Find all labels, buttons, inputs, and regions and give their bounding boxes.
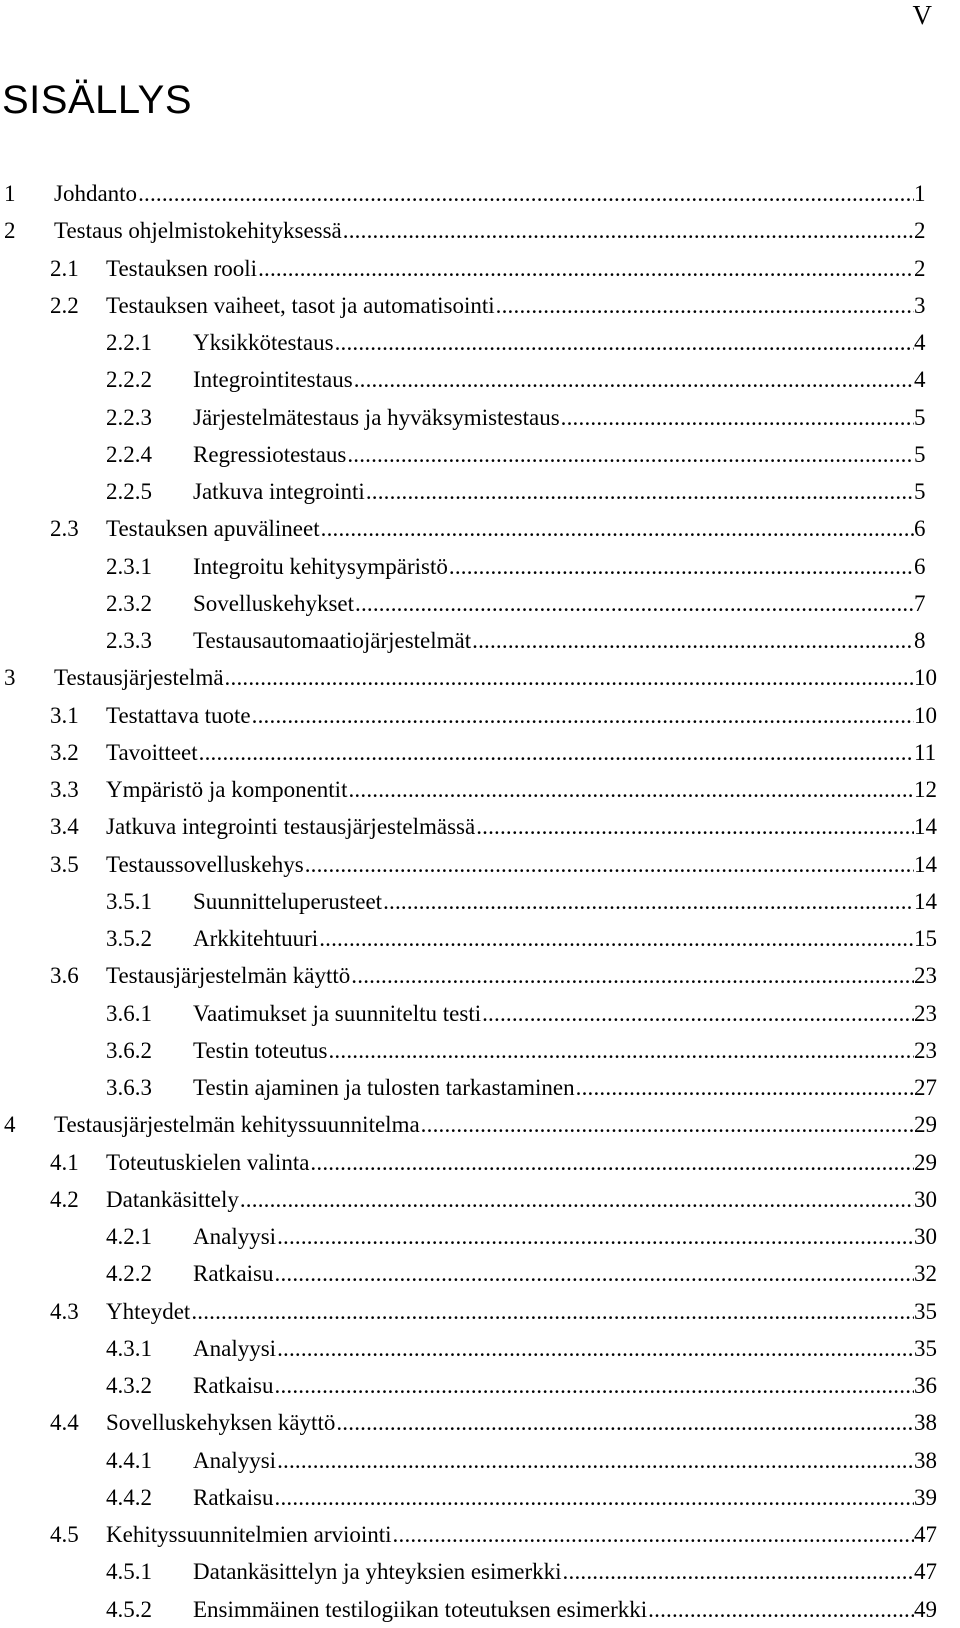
toc-entry-title[interactable]: Yhteydet [106, 1298, 191, 1324]
dot-leader [277, 1330, 914, 1367]
toc-entry-title[interactable]: Sovelluskehyksen käyttö [106, 1410, 336, 1436]
toc-entry[interactable] [0, 287, 960, 324]
toc-entry-page: 29 [914, 1149, 937, 1175]
toc-entry-number: 2.3.3 [106, 628, 152, 653]
toc-entry[interactable] [0, 361, 960, 398]
toc-entry[interactable] [0, 1069, 960, 1106]
toc-entry-page: 11 [914, 739, 937, 765]
toc-entry-number: 4.2.1 [106, 1224, 152, 1249]
toc-entry-title[interactable]: Ympäristö ja komponentit [106, 777, 348, 802]
toc-entry-title[interactable]: Vaatimukset ja suunniteltu testi [193, 1000, 482, 1026]
toc-entry-page: 14 [914, 851, 937, 877]
toc-entry-title[interactable]: Yksikkötestaus [193, 330, 334, 355]
toc-entry-title[interactable]: Testauksen rooli [106, 255, 258, 281]
page-title: SISÄLLYS [2, 78, 193, 122]
toc-entry-text [106, 1516, 914, 1553]
dot-leader [366, 473, 914, 510]
toc-entry-page: 47 [914, 1559, 937, 1585]
toc-entry-number: 3.5 [50, 851, 79, 877]
dot-leader [563, 1553, 914, 1590]
dot-leader [343, 212, 914, 249]
dot-leader [648, 1591, 914, 1628]
toc-entry[interactable] [0, 473, 960, 510]
dot-leader [393, 1516, 914, 1553]
toc-entry-text [106, 734, 914, 771]
dot-leader [305, 846, 914, 883]
dot-leader [351, 957, 914, 994]
toc-entry-number: 3.5.2 [106, 926, 152, 951]
toc-entry-page: 32 [914, 1261, 937, 1287]
toc-entry[interactable] [0, 920, 960, 957]
toc-entry[interactable] [0, 734, 960, 771]
toc-entry-text [193, 324, 914, 361]
toc-entry-number: 1 [4, 181, 16, 206]
toc-entry-text [193, 920, 914, 957]
toc-entry[interactable] [0, 1255, 960, 1292]
toc-entry-text [106, 1181, 914, 1218]
dot-leader [275, 1479, 915, 1516]
toc-entry[interactable] [0, 659, 960, 696]
toc-entry-title[interactable]: Testausjärjestelmän käyttö [106, 963, 351, 989]
toc-entry-page: 10 [914, 702, 937, 728]
toc-entry-title[interactable]: Testauksen apuvälineet [106, 516, 320, 542]
toc-entry-text [54, 659, 914, 696]
toc-entry-number: 3.3 [50, 777, 79, 802]
dot-leader [482, 995, 914, 1032]
toc-entry-number: 4.2.2 [106, 1261, 152, 1287]
toc-entry-text [193, 883, 914, 920]
toc-entry-number: 2.2.5 [106, 479, 152, 504]
toc-entry[interactable] [0, 1144, 960, 1181]
toc-entry-number: 4.4.2 [106, 1484, 152, 1510]
dot-leader [277, 1218, 914, 1255]
dot-leader [191, 1293, 914, 1330]
toc-entry[interactable] [0, 175, 960, 212]
dot-leader [310, 1144, 914, 1181]
toc-entry-number: 4.2 [50, 1186, 79, 1212]
dot-leader [355, 585, 914, 622]
toc-entry[interactable] [0, 399, 960, 436]
toc-entry-page: 10 [914, 665, 937, 691]
dot-leader [240, 1181, 914, 1218]
dot-leader [275, 1255, 915, 1292]
toc-entry-number: 4.4 [50, 1410, 79, 1436]
dot-leader [576, 1069, 914, 1106]
toc-entry-page: 5 [914, 404, 926, 430]
toc-entry-number: 4.1 [50, 1149, 79, 1175]
toc-entry-number: 3.6.1 [106, 1000, 152, 1026]
toc-entry-title[interactable]: Ensimmäinen testilogiikan toteutuksen esimerkki [193, 1596, 648, 1622]
dot-leader [472, 622, 914, 659]
toc-entry-text [193, 995, 914, 1032]
toc-entry-title[interactable]: Analyysi [193, 1224, 277, 1249]
toc-entry-page: 6 [914, 553, 926, 579]
toc-entry-number: 2 [4, 218, 16, 244]
toc-entry-title[interactable]: Testausjärjestelmä [54, 665, 224, 691]
toc-entry-page: 23 [914, 1000, 937, 1026]
toc-entry-page: 8 [914, 628, 926, 653]
toc-entry-page: 4 [914, 330, 926, 355]
toc-entry-title[interactable]: Toteutuskielen valinta [106, 1149, 310, 1175]
toc-entry-text [106, 1293, 914, 1330]
toc-entry-number: 3.6.2 [106, 1037, 152, 1063]
dot-leader [449, 548, 914, 585]
toc-entry-number: 2.3 [50, 516, 79, 542]
toc-entry-number: 2.2.2 [106, 367, 152, 393]
dot-leader [476, 808, 914, 845]
toc-entry-page: 49 [914, 1596, 937, 1622]
toc-entry-number: 4.5.1 [106, 1559, 152, 1585]
dot-leader [496, 287, 914, 324]
toc-entry[interactable] [0, 212, 960, 249]
toc-entry-number: 4 [4, 1112, 16, 1138]
toc-entry-title[interactable]: Testausautomaatiojärjestelmät [193, 628, 472, 653]
toc-entry-number: 2.1 [50, 255, 79, 281]
toc-entry-number: 3.2 [50, 739, 79, 765]
toc-entry-text [54, 1106, 914, 1143]
toc-entry-page: 38 [914, 1410, 937, 1436]
toc-entry-page: 3 [914, 292, 926, 318]
toc-entry-page: 47 [914, 1522, 937, 1547]
toc-entry-page: 15 [914, 926, 937, 951]
toc-entry-title[interactable]: Testausjärjestelmän kehityssuunnitelma [54, 1112, 420, 1138]
toc-entry[interactable] [0, 697, 960, 734]
toc-entry-title[interactable]: Testaussovelluskehys [106, 851, 304, 877]
toc-entry[interactable] [0, 1591, 960, 1628]
toc-entry-text [193, 399, 914, 436]
toc-entry-number: 2.2.3 [106, 404, 152, 430]
toc-entry-title[interactable]: Tavoitteet [106, 739, 198, 765]
toc-entry-page: 30 [914, 1186, 937, 1212]
toc-entry-page: 2 [914, 218, 926, 244]
toc-entry-title[interactable]: Ratkaisu [193, 1261, 274, 1287]
toc-entry-page: 30 [914, 1224, 937, 1249]
toc-entry-number: 2.2 [50, 292, 79, 318]
toc-entry-number: 3.6 [50, 963, 79, 989]
toc-entry-text [193, 1479, 914, 1516]
toc-entry-number: 2.2.4 [106, 441, 152, 467]
toc-entry[interactable] [0, 622, 960, 659]
toc-entry-number: 3 [4, 665, 16, 691]
toc-entry[interactable] [0, 510, 960, 547]
toc-entry-text [193, 1218, 914, 1255]
toc-entry-text [106, 510, 914, 547]
toc-entry-title[interactable]: Testin ajaminen ja tulosten tarkastaminen [193, 1075, 575, 1100]
toc-entry-page: 38 [914, 1447, 937, 1473]
toc-entry-title[interactable]: Regressiotestaus [193, 441, 347, 467]
toc-entry-number: 4.3 [50, 1298, 79, 1324]
toc-entry-text [106, 808, 914, 845]
toc-entry-title[interactable]: Testin toteutus [193, 1037, 328, 1063]
toc-entry-page: 2 [914, 255, 926, 281]
toc-entry-text [54, 175, 914, 212]
toc-entry-title[interactable]: Integroitu kehitysympäristö [193, 553, 448, 579]
toc-entry-page: 23 [914, 1037, 937, 1063]
toc-entry-title[interactable]: Datankäsittely [106, 1186, 239, 1212]
toc-entry-page: 4 [914, 367, 926, 393]
toc-entry-page: 35 [914, 1335, 937, 1361]
toc-entry-title[interactable]: Ratkaisu [193, 1373, 274, 1398]
toc-entry-text [193, 473, 914, 510]
dot-leader [348, 771, 914, 808]
toc-entry-title[interactable]: Sovelluskehykset [193, 590, 354, 616]
toc-entry-number: 4.4.1 [106, 1447, 152, 1473]
toc-entry-page: 5 [914, 441, 926, 467]
toc-entry-page: 36 [914, 1373, 937, 1398]
toc-entry-page: 35 [914, 1298, 937, 1324]
dot-leader [275, 1367, 915, 1404]
toc-entry-title[interactable]: Testaus ohjelmistokehityksessä [54, 218, 342, 244]
toc-entry-title[interactable]: Datankäsittelyn ja yhteyksien esimerkki [193, 1559, 562, 1585]
toc-entry-number: 4.3.2 [106, 1373, 152, 1398]
toc-entry-text [193, 361, 914, 398]
toc-entry[interactable] [0, 1330, 960, 1367]
toc-entry-title[interactable]: Jatkuva integrointi [193, 479, 365, 504]
dot-leader [199, 734, 914, 771]
toc-entry-title[interactable]: Analyysi [193, 1447, 277, 1473]
toc-entry-text [106, 697, 914, 734]
toc-entry[interactable] [0, 808, 960, 845]
toc-entry-number: 3.5.1 [106, 888, 152, 914]
toc-entry[interactable] [0, 1553, 960, 1590]
toc-entry-title[interactable]: Arkkitehtuuri [193, 926, 319, 951]
toc-entry[interactable] [0, 846, 960, 883]
dot-leader [319, 920, 914, 957]
toc-entry-title[interactable]: Analyysi [193, 1335, 277, 1361]
toc-entry-page: 29 [914, 1112, 937, 1138]
toc-entry-text [193, 1591, 914, 1628]
toc-entry-number: 4.5 [50, 1522, 79, 1547]
dot-leader [321, 510, 914, 547]
toc-entry-title[interactable]: Jatkuva integrointi testausjärjestelmässä [106, 814, 476, 840]
toc-entry-text [106, 1144, 914, 1181]
toc-entry-title[interactable]: Kehityssuunnitelmien arviointi [106, 1522, 392, 1547]
toc-entry-text [106, 250, 914, 287]
toc-entry-text [106, 771, 914, 808]
toc-entry-number: 2.3.2 [106, 590, 152, 616]
dot-leader [225, 659, 914, 696]
toc-entry-text [193, 1330, 914, 1367]
toc-entry-number: 4.5.2 [106, 1596, 152, 1622]
toc-entry-page: 5 [914, 479, 926, 504]
toc-entry-text [193, 436, 914, 473]
table-of-contents [0, 175, 960, 1628]
toc-entry[interactable] [0, 995, 960, 1032]
toc-entry-text [193, 548, 914, 585]
toc-entry[interactable] [0, 1442, 960, 1479]
toc-entry-number: 4.3.1 [106, 1335, 152, 1361]
toc-entry-text [106, 846, 914, 883]
toc-entry-page: 14 [914, 888, 937, 914]
toc-entry[interactable] [0, 585, 960, 622]
dot-leader [258, 250, 914, 287]
toc-entry[interactable] [0, 1181, 960, 1218]
toc-entry[interactable] [0, 1367, 960, 1404]
dot-leader [383, 883, 914, 920]
toc-entry-text [193, 622, 914, 659]
toc-entry-page: 6 [914, 516, 926, 542]
toc-entry[interactable] [0, 1404, 960, 1441]
toc-entry[interactable] [0, 771, 960, 808]
toc-entry-text [193, 1032, 914, 1069]
dot-leader [252, 697, 914, 734]
toc-entry[interactable] [0, 436, 960, 473]
toc-entry[interactable] [0, 1032, 960, 1069]
toc-entry[interactable] [0, 1516, 960, 1553]
toc-entry-text [193, 1553, 914, 1590]
toc-entry[interactable] [0, 1293, 960, 1330]
toc-entry-text [193, 585, 914, 622]
dot-leader [277, 1442, 914, 1479]
toc-entry-text [193, 1367, 914, 1404]
toc-entry[interactable] [0, 1218, 960, 1255]
toc-entry-number: 2.2.1 [106, 330, 152, 355]
toc-entry[interactable] [0, 548, 960, 585]
dot-leader [421, 1106, 914, 1143]
dot-leader [335, 324, 914, 361]
toc-entry[interactable] [0, 250, 960, 287]
page-number: V [912, 0, 932, 30]
toc-entry[interactable] [0, 883, 960, 920]
toc-entry-text [193, 1069, 914, 1106]
dot-leader [347, 436, 914, 473]
toc-entry-number: 3.1 [50, 702, 79, 728]
toc-entry-number: 3.6.3 [106, 1075, 152, 1100]
toc-entry[interactable] [0, 324, 960, 361]
toc-entry-number: 3.4 [50, 814, 79, 840]
toc-entry-text [193, 1255, 914, 1292]
toc-entry-number: 2.3.1 [106, 553, 152, 579]
toc-entry-text [106, 1404, 914, 1441]
toc-entry[interactable] [0, 957, 960, 994]
dot-leader [328, 1032, 914, 1069]
toc-entry-text [106, 287, 914, 324]
dot-leader [354, 361, 914, 398]
toc-entry-text [106, 957, 914, 994]
toc-entry-title[interactable]: Testauksen vaiheet, tasot ja automatisointi [106, 292, 495, 318]
toc-entry-text [193, 1442, 914, 1479]
dot-leader [561, 399, 914, 436]
toc-entry-page: 14 [914, 814, 937, 840]
toc-entry-page: 27 [914, 1075, 937, 1100]
toc-entry-title[interactable]: Ratkaisu [193, 1484, 274, 1510]
toc-entry-page: 23 [914, 963, 937, 989]
toc-entry-title[interactable]: Johdanto [54, 181, 138, 206]
toc-entry[interactable] [0, 1106, 960, 1143]
toc-entry-page: 39 [914, 1484, 937, 1510]
toc-entry-title[interactable]: Integrointitestaus [193, 367, 353, 393]
toc-entry-text [54, 212, 914, 249]
toc-entry-page: 7 [914, 590, 926, 616]
toc-entry-title[interactable]: Testattava tuote [106, 702, 251, 728]
toc-entry-page: 1 [914, 181, 926, 206]
toc-entry[interactable] [0, 1479, 960, 1516]
toc-entry-title[interactable]: Järjestelmätestaus ja hyväksymistestaus [193, 404, 560, 430]
dot-leader [336, 1404, 914, 1441]
toc-entry-title[interactable]: Suunnitteluperusteet [193, 888, 383, 914]
dot-leader [138, 175, 914, 212]
toc-entry-page: 12 [914, 777, 937, 802]
